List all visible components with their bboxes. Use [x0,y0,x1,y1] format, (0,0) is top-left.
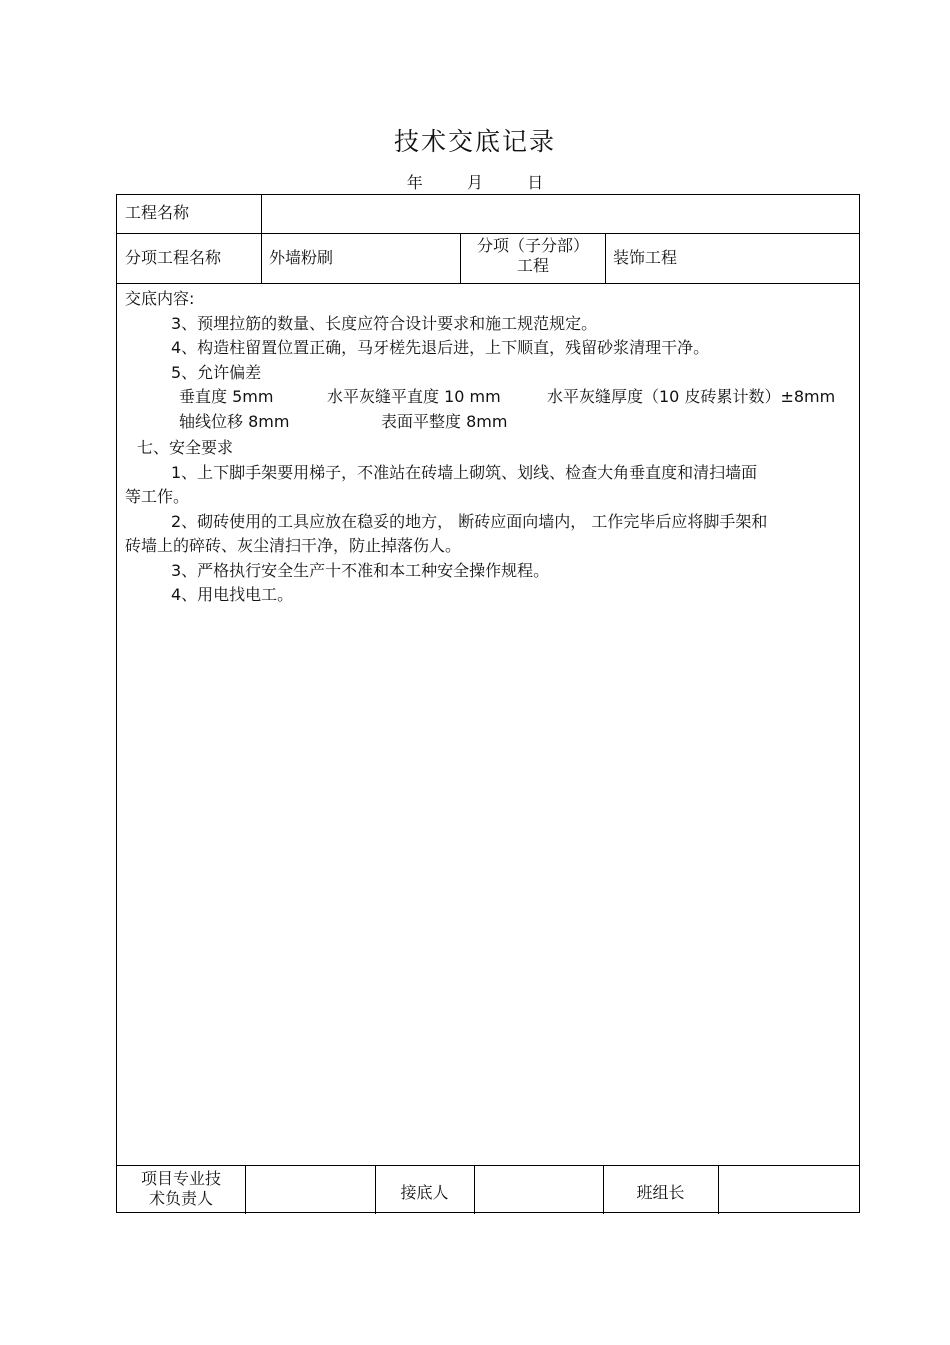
tolerance-axis-offset: 轴线位移 8mm [179,411,290,431]
content-line: 5、允许偏差 [171,362,262,382]
tolerance-line-2 [125,410,855,435]
date-month: 月 [466,173,483,192]
tech-lead-label [117,1169,245,1209]
row-divider [117,283,859,284]
col-divider [605,233,606,283]
date-day: 日 [527,173,544,192]
row-divider [117,233,859,234]
tolerance-flatness: 表面平整度 8mm [381,411,508,431]
col-divider [718,1165,719,1214]
briefing-content [125,287,855,608]
content-line: 3、预埋拉筋的数量、长度应符合设计要求和施工规范规定。 [171,313,598,333]
tolerance-vertical: 垂直度 5mm [179,387,274,406]
content-line: 1、上下脚手架要用梯子，不准站在砖墙上砌筑、划线、检查大角垂直度和清扫墙面 [171,462,758,482]
tolerance-line-1 [125,385,855,410]
record-table [116,194,860,1213]
content-line: 2、砌砖使用的工具应放在稳妥的地方， 断砖应面向墙内， 工作完毕后应将脚手架和 [171,511,768,531]
sub-project-value: 外墙粉刷 [269,248,334,267]
division-label-line2: 工程 [516,256,549,275]
division-value: 装饰工程 [613,248,678,267]
date-line [0,170,950,193]
tolerance-joint-thickness: 水平灰缝厚度（10 皮砖累计数）±8mm [547,387,836,406]
col-divider [261,233,262,283]
page-title: 技术交底记录 [393,127,556,156]
sub-project-label: 分项工程名称 [125,248,222,267]
date-year: 年 [406,173,423,192]
content-line: 4、构造柱留置位置正确，马牙槎先退后进，上下顺直，残留砂浆清理干净。 [171,338,710,357]
receiver-label: 接底人 [400,1183,449,1202]
project-name-label: 工程名称 [125,203,190,222]
division-label [461,236,605,276]
safety-heading: 七、安全要求 [137,438,234,457]
content-heading: 交底内容: [125,289,195,308]
content-line: 砖墙上的碎砖、灰尘清扫干净，防止掉落伤人。 [125,536,462,555]
content-line: 等工作。 [125,487,190,506]
tech-lead-label-line2: 术负责人 [148,1189,213,1208]
team-leader-label: 班组长 [636,1183,685,1202]
row-divider [117,1165,859,1166]
division-label-line1: 分项（子分部） [476,236,589,255]
content-line: 4、用电找电工。 [171,585,294,604]
col-divider [261,195,262,233]
tech-lead-label-line1: 项目专业技 [140,1169,221,1188]
col-divider [474,1165,475,1214]
tolerance-joint-straightness: 水平灰缝平直度 10 mm [327,387,501,406]
content-line: 3、严格执行安全生产十不准和本工种安全操作规程。 [171,560,550,580]
col-divider [245,1165,246,1214]
